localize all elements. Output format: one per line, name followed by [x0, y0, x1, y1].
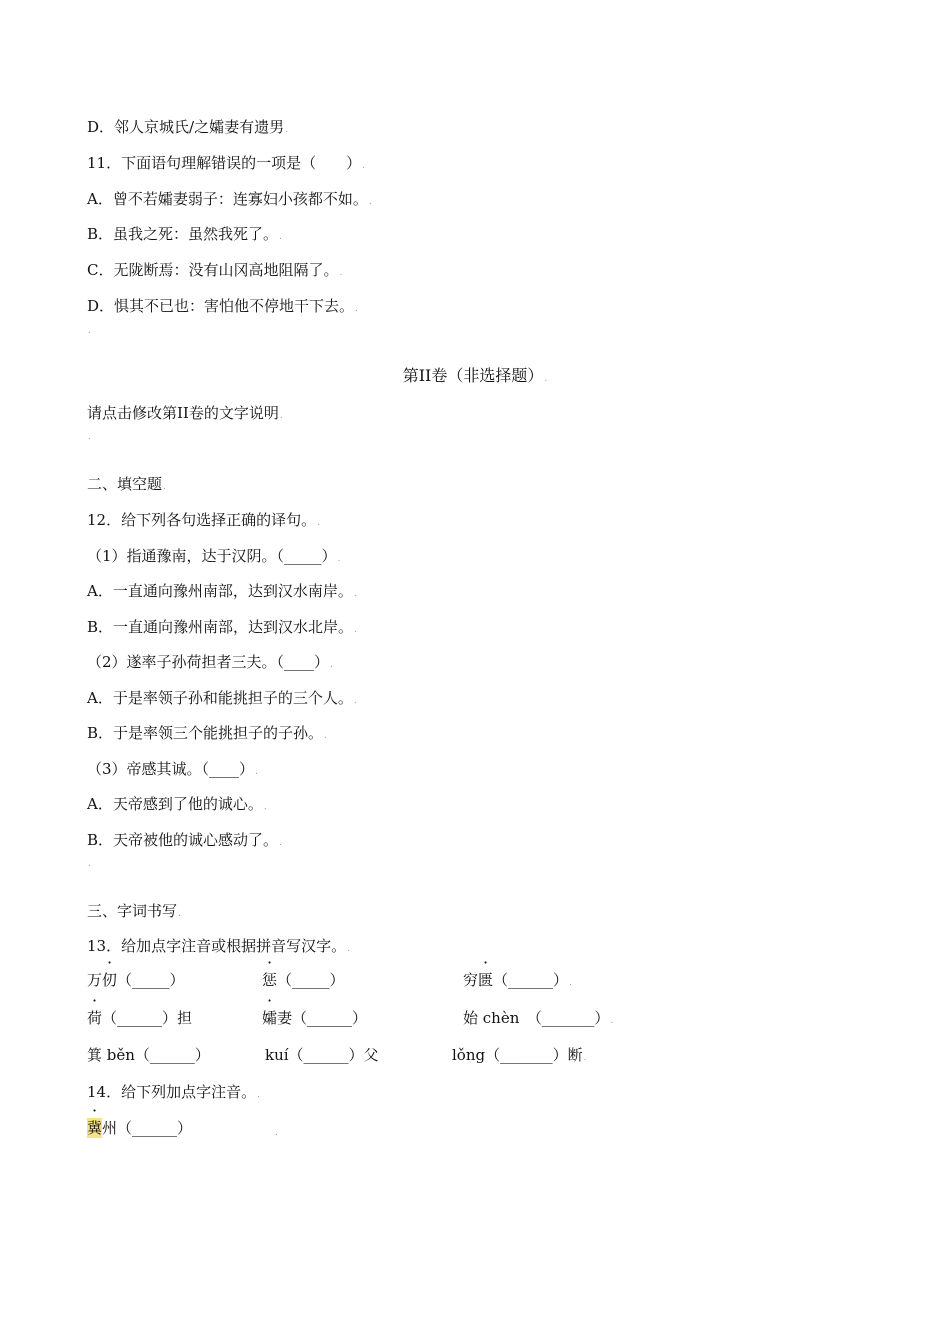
q13-row2-item2: [262, 1008, 367, 1028]
paragraph-mark-icon: .: [362, 161, 365, 171]
q11-option-b-text: B．虽我之死：虽然我死了。: [87, 225, 279, 243]
plain-char: 穷: [463, 971, 479, 989]
answer-blank: （______）担: [102, 1009, 193, 1027]
paragraph-mark-icon: .: [88, 432, 91, 442]
paragraph-mark-icon: .: [163, 482, 166, 492]
q14-item: [87, 1118, 192, 1138]
q13-row3-item3: [452, 1045, 586, 1068]
pinyin-blank: kuí（______）父: [265, 1046, 379, 1064]
section3-heading-text: 三、字词书写: [87, 902, 178, 920]
paragraph-mark-icon: .: [88, 326, 91, 336]
paragraph-mark-icon: .: [279, 838, 282, 848]
paragraph-mark-icon: .: [353, 696, 357, 706]
q11-stem-text: 11．下面语句理解错误的一项是（ ）: [87, 154, 362, 172]
paragraph-mark-icon: .: [354, 625, 357, 635]
paragraph-mark-icon: .: [279, 232, 282, 242]
q12-stem: [87, 510, 320, 533]
q12-sub1-option-a: [87, 581, 357, 604]
section3-heading: [87, 901, 181, 924]
answer-blank: 州（______）: [102, 1119, 193, 1137]
answer-blank: （_____）: [117, 971, 185, 989]
part2-note-text: 请点击修改第II卷的文字说明: [87, 404, 279, 422]
q13-row3-item2: [265, 1045, 379, 1065]
q12-sub2-option-b: [87, 723, 327, 746]
q13-row1-item2: [262, 970, 345, 990]
paragraph-mark-icon: .: [275, 1128, 278, 1138]
paragraph-mark-icon: .: [279, 411, 283, 421]
paragraph-mark-icon: .: [353, 589, 357, 599]
paragraph-mark-icon: .: [324, 731, 327, 741]
q13-row1-item3: [463, 970, 572, 993]
answer-blank: （______）: [493, 971, 569, 989]
paragraph-mark-icon: .: [355, 304, 358, 314]
paragraph-mark-icon: .: [347, 944, 350, 954]
empty-paragraph: [87, 851, 91, 874]
paragraph-mark-icon: .: [610, 1016, 614, 1026]
q11-option-d: [87, 296, 358, 319]
paragraph-mark-icon: .: [368, 197, 372, 207]
q12-sub3-option-b: [87, 830, 282, 853]
part2-title-text: 第II卷（非选择题）: [402, 366, 544, 385]
dotted-char: 仞: [102, 971, 118, 989]
q12-sub3-option-a-text: A．天帝感到了他的诚心。: [87, 795, 263, 813]
q12-sub1-option-b: [87, 617, 357, 640]
q11-stem: [87, 153, 365, 176]
q12-sub2-option-b-text: B．于是率领三个能挑担子的子孙。: [87, 724, 324, 742]
paragraph-mark-icon: .: [178, 909, 181, 919]
dotted-char: 匮: [478, 971, 494, 989]
dotted-char: 惩: [262, 971, 278, 989]
q12-sub2-option-a: [87, 688, 357, 711]
q13-row2-item1: [87, 1008, 192, 1028]
section2-heading-text: 二、填空题: [87, 475, 163, 493]
paragraph-mark-icon: .: [569, 978, 572, 988]
q13-stem: [87, 936, 350, 959]
paragraph-mark-icon: .: [337, 554, 341, 564]
q14-end-mark: [274, 1120, 278, 1143]
q12-stem-text: 12．给下列各句选择正确的译句。: [87, 511, 317, 529]
section2-heading: [87, 474, 166, 497]
paragraph-mark-icon: .: [583, 1053, 587, 1063]
q13-stem-text: 13．给加点字注音或根据拼音写汉字。: [87, 937, 347, 955]
q11-option-d-text: D．惧其不已也：害怕他不停地干下去。: [87, 297, 355, 315]
empty-paragraph: [87, 424, 91, 447]
answer-blank: 妻（______）: [277, 1009, 368, 1027]
answer-blank: （_____）: [277, 971, 345, 989]
q12-sub3-prompt-text: （3）帝感其诚。（____）: [87, 760, 255, 778]
dotted-char: 冀: [87, 1119, 103, 1137]
q12-sub2-option-a-text: A．于是率领子孙和能挑担子的三个人。: [87, 689, 353, 707]
answer-blank: 始 chèn （_______）: [463, 1009, 610, 1027]
q11-option-a: [87, 189, 372, 212]
q12-sub3-option-a: [87, 794, 267, 817]
q12-sub3-option-b-text: B．天帝被他的诚心感动了。: [87, 831, 279, 849]
q11-option-a-text: A．曾不若孀妻弱子：连寡妇小孩都不如。: [87, 190, 368, 208]
paragraph-mark-icon: .: [317, 518, 320, 528]
pinyin-blank: 箕 běn（______）: [87, 1046, 210, 1064]
paragraph-mark-icon: .: [257, 1090, 260, 1100]
empty-paragraph: [87, 318, 91, 341]
dotted-char: 孀: [262, 1009, 278, 1027]
q12-sub2-prompt: [87, 652, 333, 675]
q14-stem-text: 14．给下列加点字注音。: [87, 1083, 257, 1101]
q12-sub3-prompt: [87, 759, 258, 782]
part2-note: [87, 403, 283, 426]
paragraph-mark-icon: .: [339, 268, 343, 278]
q12-sub1-prompt-text: （1）指通豫南，达于汉阴。（_____）: [87, 547, 337, 565]
q13-row3-item1: [87, 1045, 210, 1065]
q12-sub1-option-b-text: B．一直通向豫州南部，达到汉水北岸。: [87, 618, 354, 636]
q14-stem: [87, 1082, 260, 1105]
q12-sub1-option-a-text: A．一直通向豫州南部，达到汉水南岸。: [87, 582, 353, 600]
q10-option-d: [87, 117, 288, 140]
dotted-char: 荷: [87, 1009, 103, 1027]
q11-option-c: [87, 260, 342, 283]
pinyin-blank: lǒng（_______）断: [452, 1046, 583, 1064]
paragraph-mark-icon: .: [330, 660, 333, 670]
part2-title: [0, 365, 950, 390]
paragraph-mark-icon: .: [263, 802, 267, 812]
paragraph-mark-icon: .: [544, 374, 548, 384]
q11-option-c-text: C．无陇断焉：没有山冈高地阻隔了。: [87, 261, 339, 279]
q12-sub2-prompt-text: （2）遂率子孙荷担者三夫。（____）: [87, 653, 330, 671]
q13-row2-item3: [463, 1008, 613, 1031]
paragraph-mark-icon: .: [88, 859, 91, 869]
q11-option-b: [87, 224, 282, 247]
q13-row1-item1: [87, 970, 185, 990]
paragraph-mark-icon: .: [285, 125, 288, 135]
q10-option-d-text: D．邻人京城氏/之孀妻有遗男: [87, 118, 285, 136]
q12-sub1-prompt: [87, 546, 340, 569]
plain-char: 万: [87, 971, 103, 989]
paragraph-mark-icon: .: [255, 767, 258, 777]
